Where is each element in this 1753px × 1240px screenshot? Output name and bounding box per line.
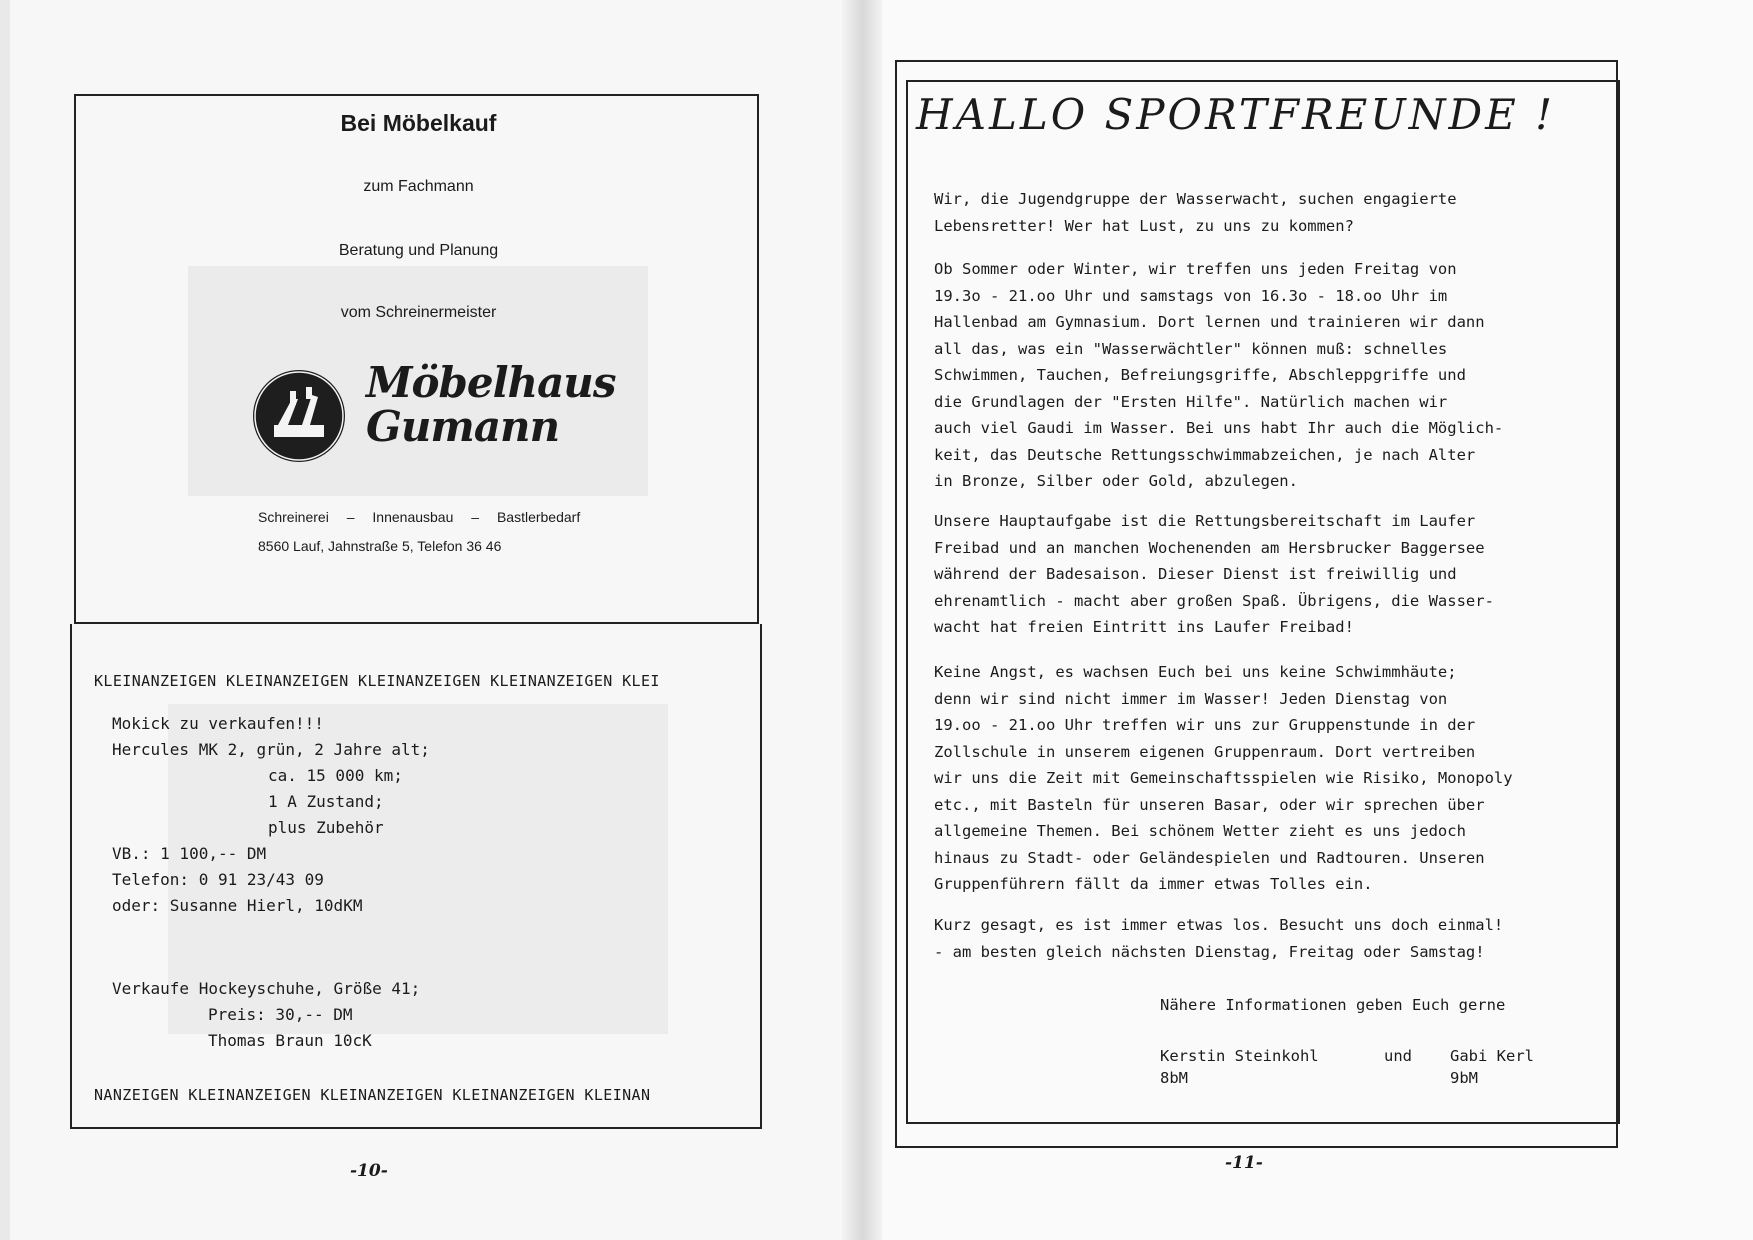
text-line: Wir, die Jugendgruppe der Wasserwacht, suchen engagierte xyxy=(934,190,1457,208)
text-line: all das, was ein "Wasserwächtler" können muß: schnelles xyxy=(934,339,1448,358)
ad1-line: ca. 15 000 km; xyxy=(268,766,403,785)
company-logo xyxy=(252,369,346,468)
text-line: wir uns die Zeit mit Gemeinschaftsspielen wie Risiko, Monopoly xyxy=(934,769,1513,787)
service-dash: – xyxy=(471,509,480,525)
brand-name-line2: Gumann xyxy=(366,402,560,451)
book-gutter xyxy=(842,0,882,1240)
text-line: Kurz gesagt, es ist immer etwas los. Besucht uns doch einmal! xyxy=(934,916,1504,934)
contact-connector: und xyxy=(1384,1047,1412,1065)
text-line: Zollschule in unserem eigenen Gruppenraum. Dort vertreiben xyxy=(934,742,1476,761)
ad-services xyxy=(258,509,594,525)
ad-title: Bei Möbelkauf xyxy=(340,110,497,136)
ad1-line: 1 A Zustand; xyxy=(268,792,384,811)
text-line: während der Badesaison. Dieser Dienst ist freiwillig und xyxy=(934,565,1457,583)
info-line: Nähere Informationen geben Euch gerne xyxy=(1160,996,1506,1014)
text-line: allgemeine Themen. Bei schönem Wetter zieht es uns jedoch xyxy=(934,822,1466,840)
service-bastlerbedarf: Bastlerbedarf xyxy=(496,509,581,525)
text-line: Schwimmen, Tauchen, Befreiungsgriffe, Abschleppgriffe und xyxy=(934,366,1466,384)
text-line: 19.3o - 21.oo Uhr und samstags von 16.3o - 18.oo Uhr im xyxy=(934,286,1448,305)
ad1-line: Hercules MK 2, grün, 2 Jahre alt; xyxy=(112,740,430,759)
text-line: Unsere Hauptaufgabe ist die Rettungsbereitschaft im Laufer xyxy=(934,512,1476,530)
ad-line-fachmann: zum Fachmann xyxy=(363,178,474,195)
ad1-line: VB.: 1 100,-- DM xyxy=(112,844,267,863)
classifieds-box xyxy=(70,624,762,1129)
ad2-line: Thomas Braun 10cK xyxy=(208,1031,372,1050)
text-line: wacht hat freien Eintritt ins Laufer Freibad! xyxy=(934,618,1354,636)
text-line: Hallenbad am Gymnasium. Dort lernen und trainieren wir dann xyxy=(934,313,1485,331)
ad-address: 8560 Lauf, Jahnstraße 5, Telefon 36 46 xyxy=(258,538,502,554)
service-innenausbau: Innenausbau xyxy=(372,509,454,525)
notice-paragraph-4 xyxy=(934,659,1513,898)
service-schreinerei: Schreinerei xyxy=(258,509,329,525)
notice-headline: HALLO SPORTFREUNDE ! xyxy=(916,90,1556,139)
text-line: Gruppenführern fällt da immer etwas Tolles ein. xyxy=(934,875,1373,893)
text-line: keit, das Deutsche Rettungsschwimmabzeichen, je nach Alter xyxy=(934,445,1476,464)
ad1-line: Mokick zu verkaufen!!! xyxy=(112,714,324,733)
text-line: Keine Angst, es wachsen Euch bei uns keine Schwimmhäute; xyxy=(934,663,1457,681)
ad1-line: plus Zubehör xyxy=(268,818,384,837)
brand-name-line1: Möbelhaus xyxy=(366,358,616,407)
notice-paragraph-2 xyxy=(934,256,1503,495)
ad2-line: Preis: 30,-- DM xyxy=(208,1005,353,1024)
classifieds-band-bottom: NANZEIGEN KLEINANZEIGEN KLEINANZEIGEN KLEINANZEIGEN KLEINAN xyxy=(94,1086,651,1104)
contact-1-name: Kerstin Steinkohl xyxy=(1160,1047,1319,1065)
text-line: ehrenamtlich - macht aber großen Spaß. Übrigens, die Wasser- xyxy=(934,591,1494,610)
text-line: Ob Sommer oder Winter, wir treffen uns jeden Freitag von xyxy=(934,260,1457,278)
ad-line-beratung: Beratung und Planung xyxy=(338,242,499,259)
ad-line-schreinermeister: vom Schreinermeister xyxy=(340,304,497,321)
ad2-line: Verkaufe Hockeyschuhe, Größe 41; xyxy=(112,979,421,998)
scan-edge xyxy=(0,0,10,1240)
furniture-ad xyxy=(74,94,759,624)
page-number-right: -11- xyxy=(1225,1153,1263,1173)
text-line: 19.oo - 21.oo Uhr treffen wir uns zur Gruppenstunde in der xyxy=(934,716,1476,734)
text-line: etc., mit Basteln für unseren Basar, oder wir sprechen über xyxy=(934,795,1485,814)
service-dash: – xyxy=(346,509,355,525)
notice-paragraph-5 xyxy=(934,912,1503,965)
text-line: - am besten gleich nächsten Dienstag, Freitag oder Samstag! xyxy=(934,942,1485,961)
planer-logo-icon xyxy=(252,369,346,463)
notice-paragraph-3 xyxy=(934,508,1494,641)
text-line: in Bronze, Silber oder Gold, abzulegen. xyxy=(934,472,1298,490)
text-line: Lebensretter! Wer hat Lust, zu uns zu kommen? xyxy=(934,216,1354,235)
text-line: Freibad und an manchen Wochenenden am Hersbrucker Baggersee xyxy=(934,538,1485,557)
contact-2-class: 9bM xyxy=(1450,1069,1478,1087)
text-line: hinaus zu Stadt- oder Geländespielen und Radtouren. Unseren xyxy=(934,848,1485,867)
classifieds-band-top: KLEINANZEIGEN KLEINANZEIGEN KLEINANZEIGEN KLEINANZEIGEN KLEI xyxy=(94,672,660,690)
page-number-left: -10- xyxy=(350,1161,388,1181)
ad1-line: Telefon: 0 91 23/43 09 xyxy=(112,870,324,889)
text-line: denn wir sind nicht immer im Wasser! Jeden Dienstag von xyxy=(934,689,1448,708)
contact-1-class: 8bM xyxy=(1160,1069,1188,1087)
ad1-line: oder: Susanne Hierl, 10dKM xyxy=(112,896,363,915)
text-line: auch viel Gaudi im Wasser. Bei uns habt Ihr auch die Möglich- xyxy=(934,419,1504,437)
contact-2-name: Gabi Kerl xyxy=(1450,1047,1534,1065)
notice-paragraph-1 xyxy=(934,186,1457,239)
text-line: die Grundlagen der "Ersten Hilfe". Natürlich machen wir xyxy=(934,392,1448,411)
